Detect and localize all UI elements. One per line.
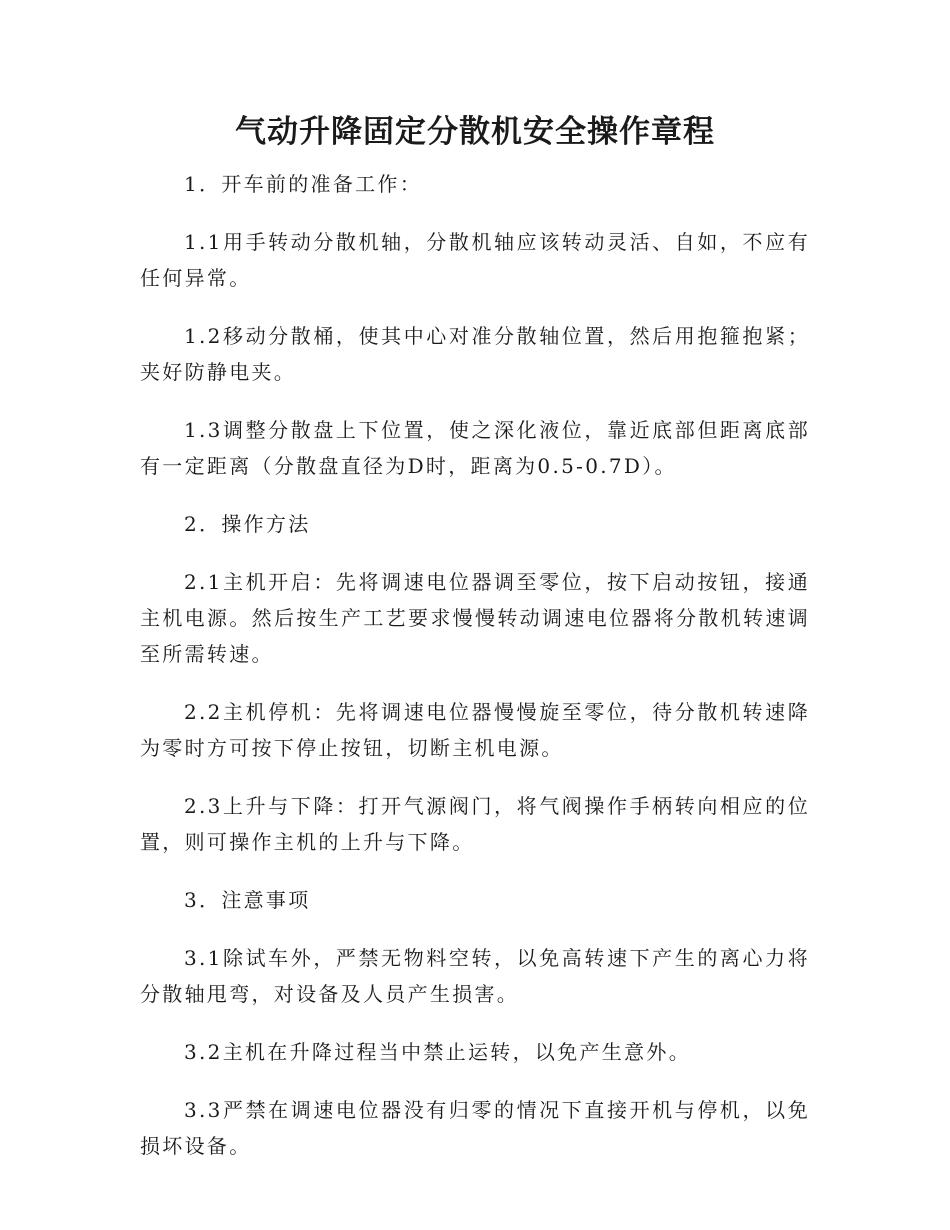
section-heading-1: 1．开车前的准备工作： (184, 172, 423, 196)
document-body (140, 166, 810, 1186)
section-heading-2: 2．操作方法 (184, 512, 311, 536)
paragraph-1-3: 1.3调整分散盘上下位置，使之深化液位，靠近底部但距离底部有一定距离（分散盘直径为D时，距离为0.5-0.7D）。 (140, 418, 810, 478)
section-heading-3: 3．注意事项 (184, 888, 311, 912)
paragraph-1-2: 1.2移动分散桶，使其中心对准分散轴位置，然后用抱箍抱紧；夹好防静电夹。 (140, 324, 810, 384)
paragraph-2-2: 2.2主机停机：先将调速电位器慢慢旋至零位，待分散机转速降为零时方可按下停止按钮，切断主机电源。 (140, 700, 810, 760)
paragraph-2-3: 2.3上升与下降：打开气源阀门，将气阀操作手柄转向相应的位置，则可操作主机的上升与下降。 (140, 794, 810, 854)
paragraph-1-1: 1.1用手转动分散机轴，分散机轴应该转动灵活、自如，不应有任何异常。 (140, 230, 810, 290)
document-title: 气动升降固定分散机安全操作章程 (235, 114, 715, 150)
paragraph-3-1: 3.1除试车外，严禁无物料空转，以免高转速下产生的离心力将分散轴甩弯，对设备及人员产生损害。 (140, 946, 810, 1006)
paragraph-3-2: 3.2主机在升降过程当中禁止运转，以免产生意外。 (184, 1040, 692, 1064)
paragraph-2-1: 2.1主机开启：先将调速电位器调至零位，按下启动按钮，接通主机电源。然后按生产工艺要求慢慢转动调速电位器将分散机转速调至所需转速。 (140, 570, 810, 666)
paragraph-3-3: 3.3严禁在调速电位器没有归零的情况下直接开机与停机，以免损坏设备。 (140, 1098, 810, 1158)
